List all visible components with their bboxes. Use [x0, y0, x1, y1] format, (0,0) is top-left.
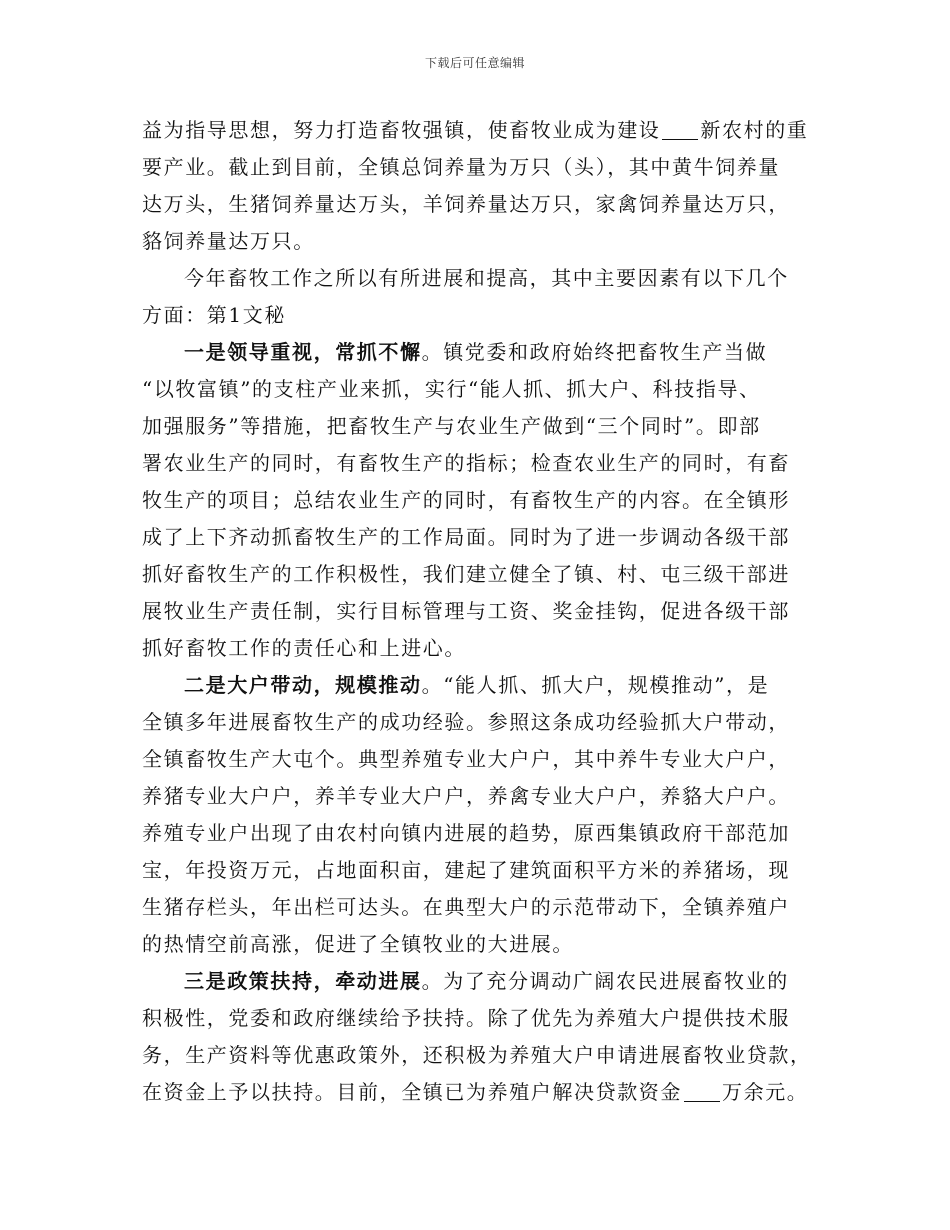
text-line: 宝，年投资万元，占地面积亩，建起了建筑面积平方米的养猪场，现: [142, 858, 790, 882]
text-line: 要产业。截止到目前，全镇总饲养量为万只（头），其中黄牛饲养量: [142, 155, 780, 179]
document-body: [142, 112, 812, 1111]
text-line: 养猪专业大户户，养羊专业大户户，养禽专业大户户，养貉大户户。: [142, 784, 790, 808]
text-line: 抓好畜牧生产的工作积极性，我们建立健全了镇、村、屯三级干部进: [142, 562, 790, 586]
page-header: 下载后可任意编辑: [424, 56, 525, 70]
text-line: 成了上下齐动抓畜牧生产的工作局面。同时为了进一步调动各级干部: [142, 525, 790, 549]
text-line: 达万头，生猪饲养量达万头，羊饲养量达万只，家禽饲养量达万只，: [142, 192, 790, 216]
text-line: 展牧业生产责任制，实行目标管理与工资、奖金挂钩，促进各级干部: [142, 599, 790, 623]
text-line: 貉饲养量达万只。: [142, 229, 315, 253]
text-line: 生猪存栏头，年出栏可达头。在典型大户的示范带动下，全镇养殖户: [142, 895, 790, 919]
text-run: 万余元。: [722, 1080, 809, 1104]
text-line: [142, 963, 812, 1000]
text-line: 积极性，党委和政府继续给予扶持。除了优先为养殖大户提供技术服: [142, 1006, 790, 1030]
section-lead: 二是大户带动，规模推动: [184, 673, 422, 697]
fill-in-blank: [662, 117, 698, 140]
text-line: 全镇畜牧生产大屯个。典型养殖专业大户户，其中养牛专业大户户，: [142, 747, 790, 771]
text-run: 新农村的重: [700, 118, 809, 142]
text-line: “以牧富镇”的支柱产业来抓，实行“能人抓、抓大户、科技指导、: [142, 377, 761, 401]
fill-in-blank: [684, 1079, 720, 1102]
section-lead: 一是领导重视，常抓不懈: [184, 340, 422, 364]
text-run: 在资金上予以扶持。目前，全镇已为养殖户解决贷款资金: [142, 1080, 682, 1104]
text-run: 。为了充分调动广阔农民进展畜牧业的: [421, 969, 789, 993]
text-line: 养殖专业户出现了由农村向镇内进展的趋势，原西集镇政府干部范加: [142, 821, 790, 845]
text-line: 牧生产的项目；总结农业生产的同时，有畜牧生产的内容。在全镇形: [142, 488, 790, 512]
text-line: [142, 1074, 812, 1111]
text-line: 署农业生产的同时，有畜牧生产的指标；检查农业生产的同时，有畜: [142, 451, 790, 475]
text-line: 务，生产资料等优惠政策外，还积极为养殖大户申请进展畜牧业贷款，: [142, 1043, 812, 1067]
text-line: 抓好畜牧工作的责任心和上进心。: [142, 636, 466, 660]
text-line: 方面：第1文秘: [142, 303, 286, 327]
text-line: [142, 334, 812, 371]
text-line: 加强服务”等措施，把畜牧生产与农业生产做到“三个同时”。即部: [142, 414, 761, 438]
text-run: 。镇党委和政府始终把畜牧生产当做: [421, 340, 768, 364]
text-line: 今年畜牧工作之所以有所进展和提高，其中主要因素有以下几个: [184, 266, 789, 290]
text-run: 。“能人抓、抓大户，规模推动”，是: [421, 673, 770, 697]
text-line: 全镇多年进展畜牧生产的成功经验。参照这条成功经验抓大户带动，: [142, 710, 790, 734]
text-line: 的热情空前高涨，促进了全镇牧业的大进展。: [142, 932, 574, 956]
text-line: [142, 667, 812, 704]
text-line: [142, 112, 812, 149]
text-run: 益为指导思想，努力打造畜牧强镇，使畜牧业成为建设: [142, 118, 661, 142]
section-lead: 三是政策扶持，牵动进展: [184, 969, 422, 993]
